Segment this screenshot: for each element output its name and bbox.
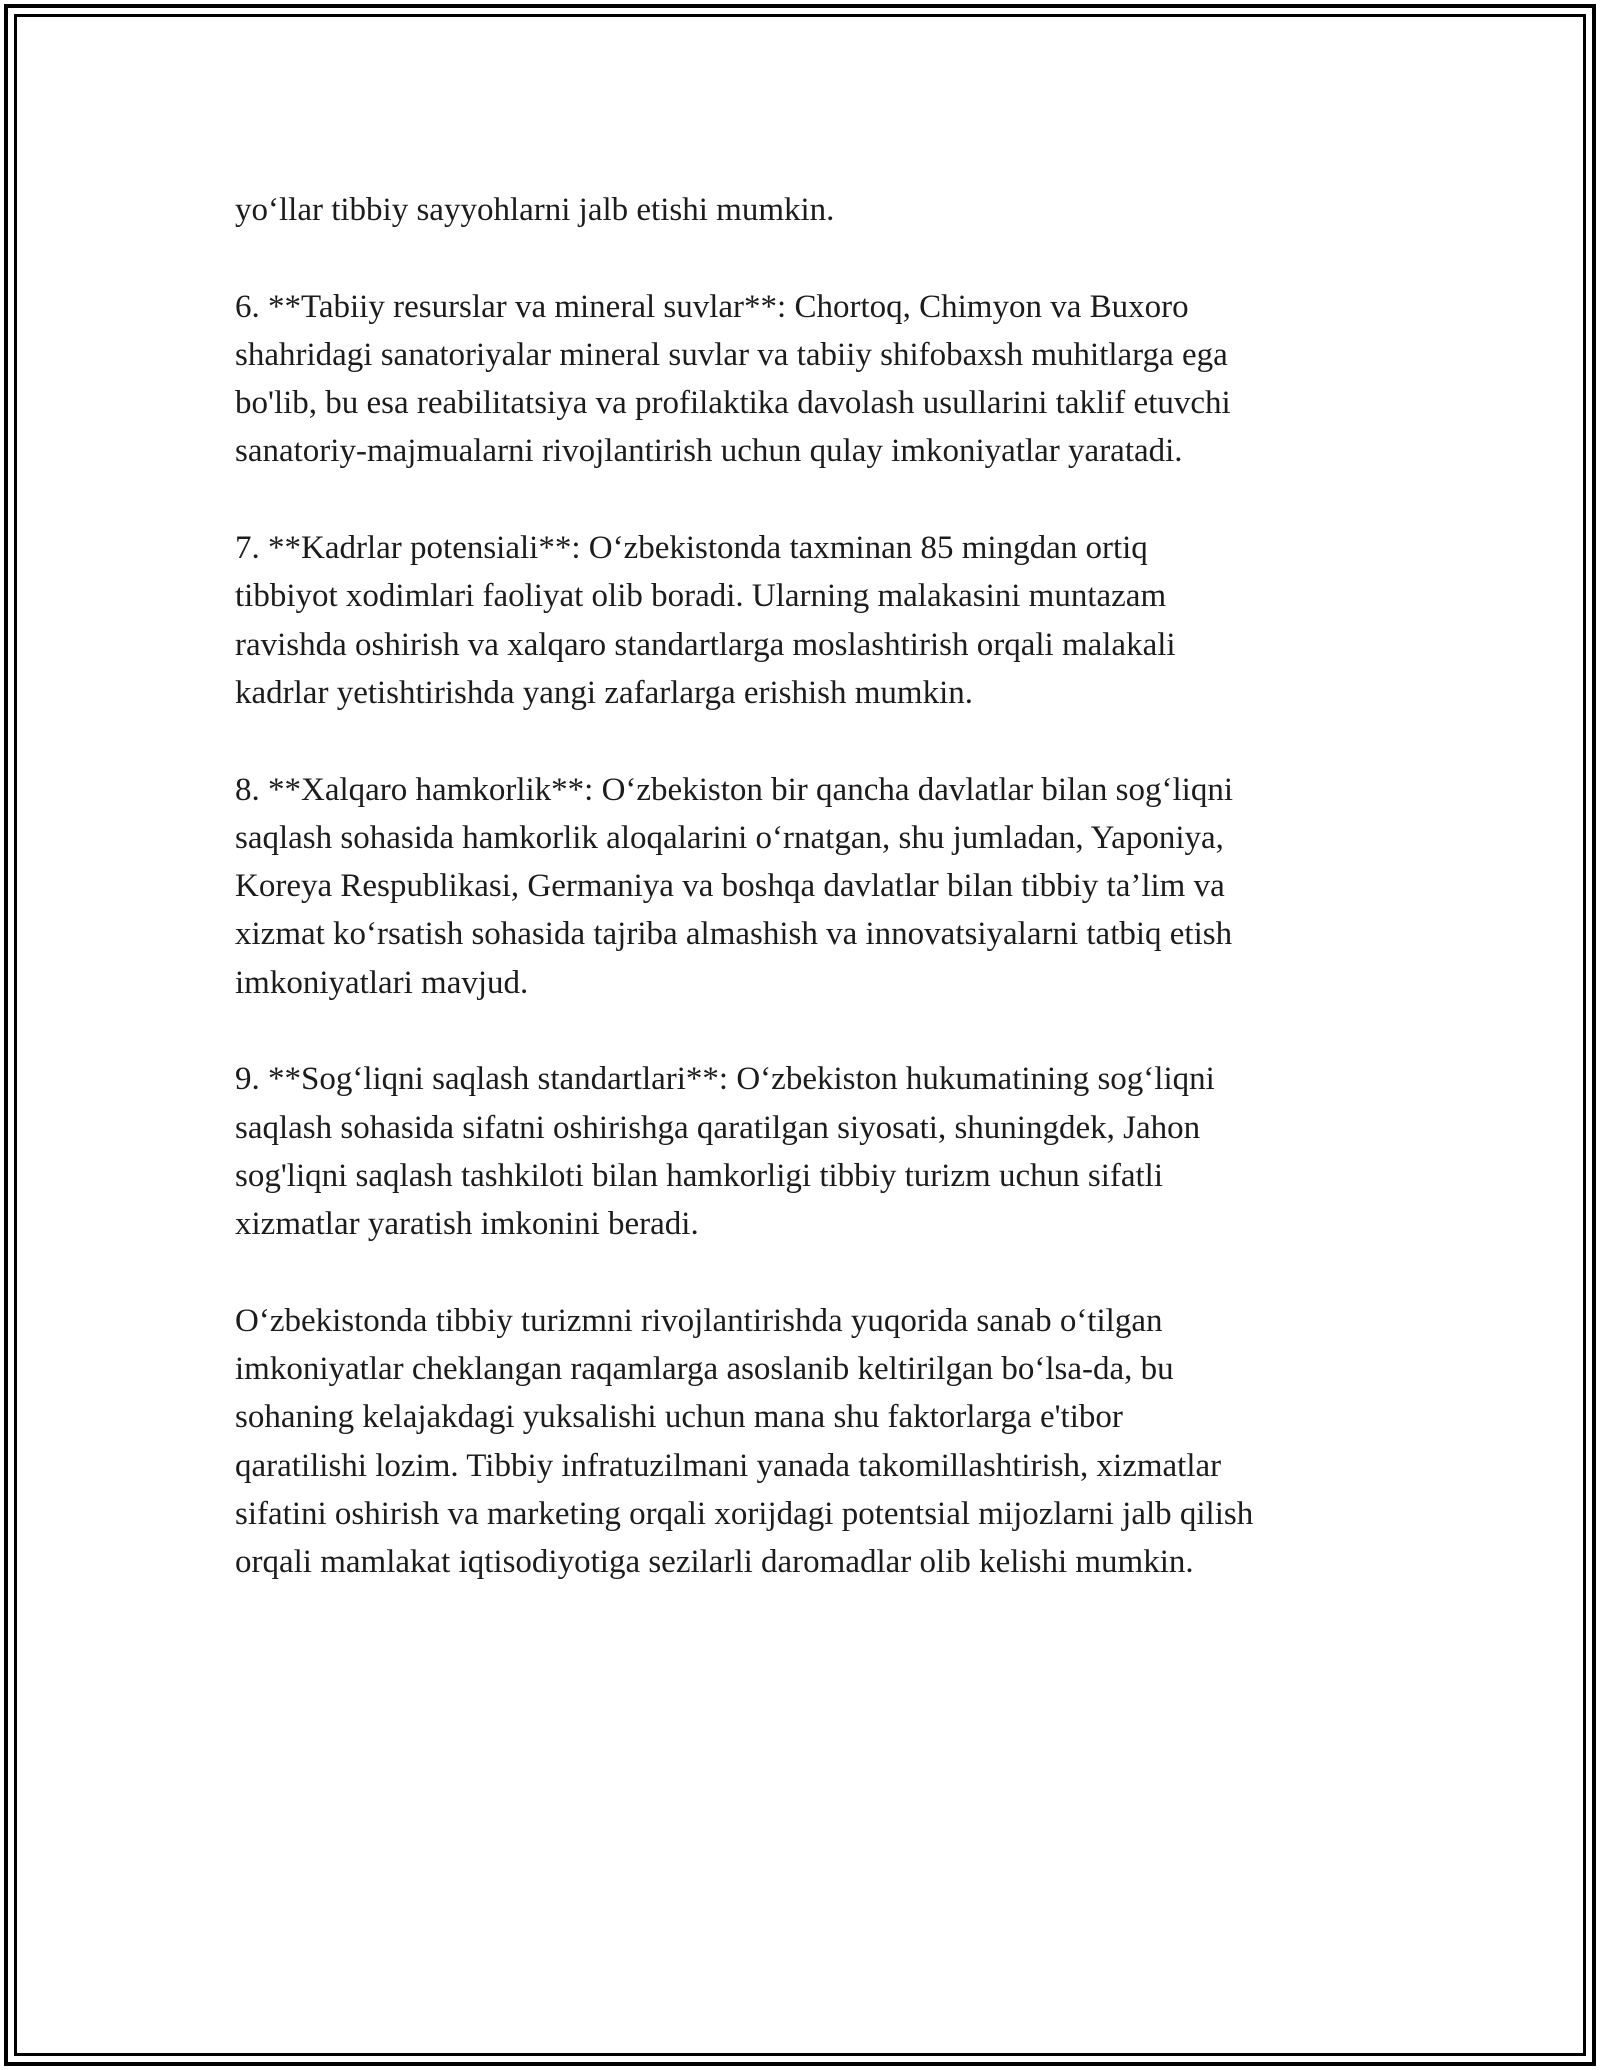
text-line: 6. **Tabiiy resurslar va mineral suvlar**: Chortoq, Chimyon va Buxoro bbox=[235, 288, 1189, 325]
text-line: ravishda oshirish va xalqaro standartlarga moslashtirish orqali malakali bbox=[235, 626, 1176, 663]
text-line: Koreya Respublikasi, Germaniya va boshqa davlatlar bilan tibbiy ta’lim va bbox=[235, 868, 1225, 905]
text-line: xizmatlar yaratish imkonini beradi. bbox=[235, 1206, 699, 1243]
paragraph-item-9-health-standards bbox=[235, 1055, 1380, 1248]
text-line: imkoniyatlar cheklangan raqamlarga asoslanib keltirilgan bo‘lsa-da, bu bbox=[235, 1351, 1174, 1388]
text-line: shahridagi sanatoriyalar mineral suvlar va tabiiy shifobaxsh muhitlarga ega bbox=[235, 336, 1228, 373]
text-line: 9. **Sog‘liqni saqlash standartlari**: O‘zbekiston hukumatining sog‘liqni bbox=[235, 1061, 1215, 1098]
paragraph-item-6-natural-resources bbox=[235, 283, 1380, 476]
paragraph-item-8-international-cooperation bbox=[235, 766, 1380, 1007]
paragraph-continuation bbox=[235, 186, 1380, 234]
text-line: saqlash sohasida sifatni oshirishga qaratilgan siyosati, shuningdek, Jahon bbox=[235, 1109, 1201, 1146]
text-line: bo'lib, bu esa reabilitatsiya va profilaktika davolash usullarini taklif etuvchi bbox=[235, 385, 1231, 422]
text-line: kadrlar yetishtirishda yangi zafarlarga erishish mumkin. bbox=[235, 674, 974, 711]
text-line: yo‘llar tibbiy sayyohlarni jalb etishi mumkin. bbox=[235, 192, 835, 228]
text-line: orqali mamlakat iqtisodiyotiga sezilarli daromadlar olib kelishi mumkin. bbox=[235, 1544, 1194, 1581]
text-line: xizmat ko‘rsatish sohasida tajriba almashish va innovatsiyalarni tatbiq etish bbox=[235, 916, 1233, 953]
text-line: imkoniyatlari mavjud. bbox=[235, 964, 529, 1001]
text-line: tibbiyot xodimlari faoliyat olib boradi. Ularning malakasini muntazam bbox=[235, 578, 1167, 615]
text-line: sog'liqni saqlash tashkiloti bilan hamkorligi tibbiy turizm uchun sifatli bbox=[235, 1157, 1164, 1194]
document-body bbox=[235, 186, 1380, 1635]
text-line: saqlash sohasida hamkorlik aloqalarini o‘rnatgan, shu jumladan, Yaponiya, bbox=[235, 819, 1224, 856]
text-line: sifatini oshirish va marketing orqali xorijdagi potentsial mijozlarni jalb qilish bbox=[235, 1496, 1254, 1533]
text-line: qaratilishi lozim. Tibbiy infratuzilmani yanada takomillashtirish, xizmatlar bbox=[235, 1447, 1222, 1484]
text-line: sanatoriy-majmualarni rivojlantirish uchun qulay imkoniyatlar yaratadi. bbox=[235, 433, 1183, 470]
paragraph-item-7-personnel bbox=[235, 524, 1380, 717]
text-line: O‘zbekistonda tibbiy turizmni rivojlantirishda yuqorida sanab o‘tilgan bbox=[235, 1302, 1163, 1339]
text-line: sohaning kelajakdagi yuksalishi uchun mana shu faktorlarga e'tibor bbox=[235, 1399, 1123, 1436]
text-line: 7. **Kadrlar potensiali**: O‘zbekistonda taxminan 85 mingdan ortiq bbox=[235, 530, 1148, 567]
paragraph-conclusion bbox=[235, 1297, 1380, 1587]
text-line: 8. **Xalqaro hamkorlik**: O‘zbekiston bir qancha davlatlar bilan sog‘liqni bbox=[235, 771, 1233, 808]
